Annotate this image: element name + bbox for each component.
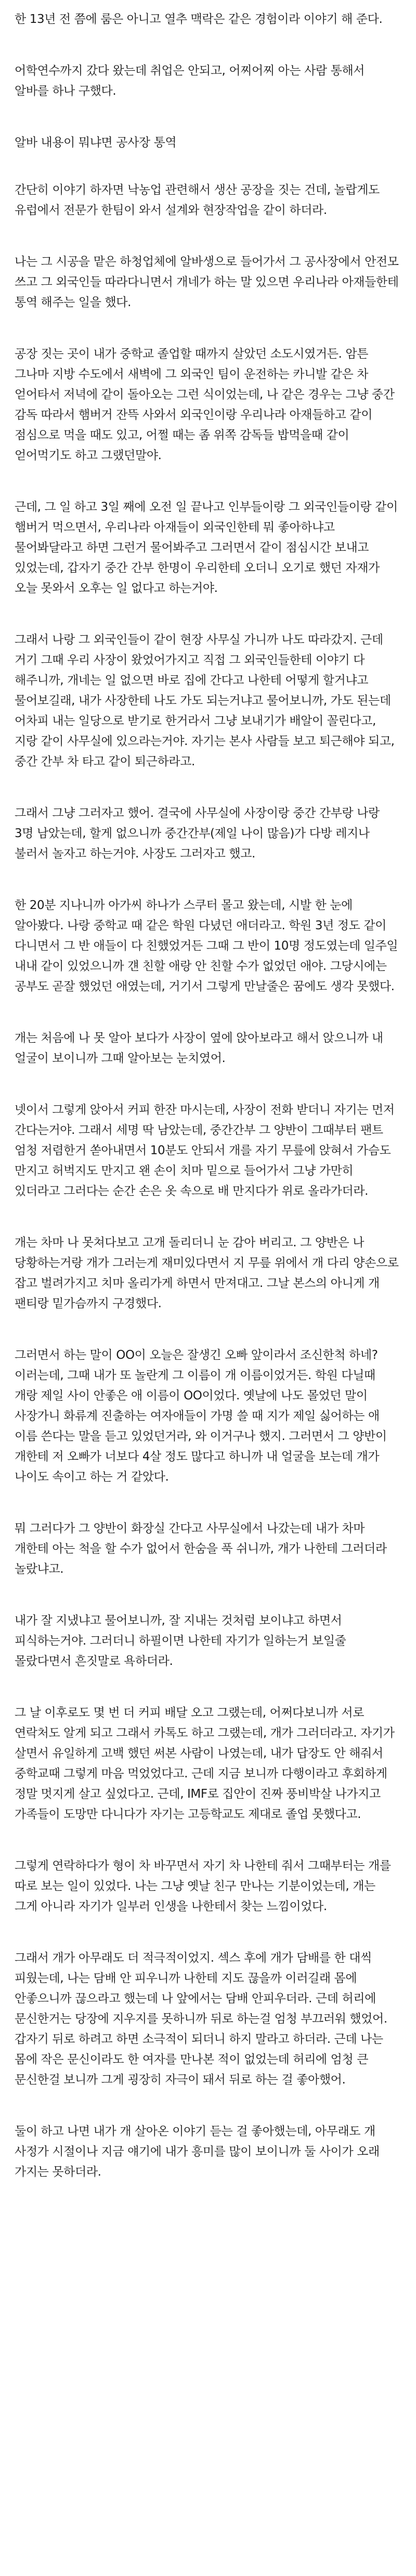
paragraph-recognition: 한 20분 지나니까 아가씨 하나가 스쿠터 몰고 왔는데, 시발 한 눈에 알아봤다. 나랑 중학교 때 같은 학원 다녔던 애더라고. 학원 3년 정도 같이 다니면서 그 반 애들이 다 친했었거든 그때 그 반이 10명 정도였는데 일주일 내내 같이 있었으니까 걘 친할 애랑 안 친할 수가 없었던 애야. 그당시에는 공부도 곧잘 했었던 애였는데, 거기서 그렇게 만날줄은 꿈에도 생각 못했다.	[15, 899, 398, 993]
paragraph-interpreting: 나는 그 시공을 맡은 하청업체에 알바생으로 들어가서 그 공사장에서 안전모 쓰고 그 외국인들 따라다니면서 개네가 하는 말 있으면 우리나라 아재들한테 통역 해주는 일을 했다.	[15, 255, 399, 309]
paragraph-third-day: 근데, 그 일 하고 3일 째에 오전 일 끝나고 인부들이랑 그 외국인들이랑 같이 햄버거 먹으면서, 우리나라 아재들이 외국인한테 뭐 좋아하냐고 물어봐달라고 하면 그런거 물어봐주고 그러면서 같이 점심시간 보내고 있었는데, 갑자기 중간 간부 한명이 우리한테 오더니 오기로 했던 자재가 오늘 못와서 오후는 일 없다고 하는거야.	[15, 500, 398, 595]
paragraph-office: 그래서 나랑 그 외국인들이 같이 현장 사무실 가니까 나도 따라갔지. 근데 거기 그때 우리 사장이 왔었어가지고 직접 그 외국인들한테 이야기 다 해주니까, 개네는 일 없으면 바로 집에 간다고 나한테 어떻게 할거냐고 물어보길래, 내가 사장한테 나도 가도 되는거냐고 물어보니까, 가도 된는데 어차피 내는 일당으로 받기로 한거라서 그냥 보내기가 배알이 꼴린다고, 지랑 같이 사무실에 있으라는거야. 자기는 본사 사람들 보고 퇴근해야 되고, 중간 간부 차 타고 같이 퇴근하라고.	[15, 633, 395, 768]
paragraph-meeting: 그렇게 연락하다가 형이 차 바꾸면서 자기 차 나한테 줘서 그때부터는 개를 따로 보는 일이 있었다. 나는 그냥 옛날 친구 만나는 기분이었는데, 개는 그게 아니라 자기가 일부러 인생을 나한테서 찾는 느낌이었다.	[15, 1859, 391, 1913]
paragraph-eyes-closed: 개는 차마 나 못쳐다보고 고개 돌리더니 눈 감아 버리고. 그 양반은 나 당황하는거랑 개가 그러는게 재미있다면서 지 무릎 위에서 개 다리 양손으로 잡고 벌려가지고 치마 올리가게 하면서 만져대고. 그날 본스의 아니게 개 팬티랑 밑가슴까지 구경했다.	[15, 1236, 399, 1310]
paragraph-alias: 그러면서 하는 말이 OO이 오늘은 잘생긴 오빠 앞이라서 조신한척 하네? 이러는데, 그때 내가 또 놀란게 그 이름이 개 이름이었거든. 학원 다닐때 개랑 제일 사이 안좋은 애 이름이 OO이었다. 옛날에 나도 몰었던 말이 사장가니 화류계 진출하는 여자애들이 가명 쓸 때 지가 제일 싫어하는 애 이름 쓴다는 말을 듣고 있었던거라, 와 이거구나 했지. 그러면서 그 양반이 개한테 저 오빠가 너보다 4살 정도 많다고 하니까 내 얼굴을 보는데 개가 나이도 속이고 하는 거 같았다.	[15, 1348, 387, 1484]
paragraph-job-search: 어학연수까지 갔다 왔는데 취업은 안되고, 어찌어찌 아는 사람 통해서 알바를 하나 구했다.	[15, 64, 365, 98]
paragraph-greeting: 내가 잘 지냈냐고 물어보니까, 잘 지내는 것처럼 보이냐고 하면서 피식하는거야. 그러더니 하필이면 나한테 자기가 일하는거 보일줄 몰랐다면서 흔짓말로 욕하더라.	[15, 1614, 346, 1668]
paragraph-daily-routine: 공장 짓는 곳이 내가 중학교 졸업할 때까지 살았던 소도시였거든. 암튼 그나마 지방 수도에서 새벽에 그 외국인 팀이 운전하는 카니발 같은 차 얻어타서 저녁에 같이 돌아오는 그런 식이었는데, 나 같은 경우는 그냥 중간 감독 따라서 햄버거 잔뜩 사와서 외국인이랑 우리나라 아재들하고 같이 점심으로 먹을 때도 있고, 어쩔 때는 좀 위쪽 감독들 밥먹을때 같이 얻어먹기도 하고 그랬던말야.	[15, 347, 395, 462]
paragraph-job-title: 알바 내용이 뭐냐면 공사장 통역	[15, 136, 177, 149]
paragraph-noticed: 개는 처음에 나 못 알아 보다가 사장이 옆에 앉아보라고 해서 앉으니까 내 얼굴이 보이니까 그때 알아보는 눈치였어.	[15, 1031, 383, 1065]
paragraph-intro: 한 13년 전 쯤에 룸은 아니고 열추 맥락은 같은 경험이라 이야기 해 준다.	[15, 12, 383, 26]
paragraph-restroom: 뭐 그러다가 그 양반이 화장실 간다고 사무실에서 나갔는데 내가 차마 개한테 아는 척을 할 수가 없어서 한숨을 푹 쉬니까, 개가 나한테 그러더라 놀랐냐고.	[15, 1522, 387, 1576]
paragraph-three-left: 그래서 그냥 그러자고 했어. 결국에 사무실에 사장이랑 중간 간부랑 나랑 3명 남았는데, 할게 없으니까 중간간부(제일 나이 많음)가 다방 레지나 불러서 놀자고 하는거야. 사장도 그러자고 했고.	[15, 806, 380, 861]
paragraph-factory: 간단히 이야기 하자면 낙농업 관련해서 생산 공장을 짓는 건데, 놀랍게도 유럽에서 전문가 한팀이 와서 설계와 현장작업을 같이 하더라.	[15, 183, 380, 217]
paragraph-contact: 그 날 이후로도 몇 번 더 커피 배달 오고 그랬는데, 어쩌다보니까 서로 연락처도 알게 되고 그래서 카톡도 하고 그랬는데, 개가 그러더라고. 자기가 살면서 유일하게 고백 했던 써본 사람이 나였는데, 내가 답장도 안 해줘서 중학교때 그렇게 마음 먹었었다고. 근데 지금 보니까 다행이라고 후회하게 정말 멋지게 살고 싶었다고. 근데, IMF로 집안이 진짜 풍비박살 나가지고 가족들이 도망만 다니다가 자기는 고등학교도 제대로 졸업 못했다고.	[15, 1706, 395, 1821]
paragraph-coffee: 넷이서 그렇게 앉아서 커피 한잔 마시는데, 사장이 전화 받더니 자기는 먼저 간다는거야. 그래서 세명 딱 남았는데, 중간간부 그 양반이 그때부터 팬트 엄청 저렴한거 쏟아내면서 10분도 안되서 개를 자기 무릎에 앉혀서 가슴도 만지고 허벅지도 만지고 왠 손이 치마 밑으로 들어가서 그냥 가만히 있더라고 그러다는 순간 손은 옷 속으로 배 만지다가 위로 올라가더라.	[15, 1103, 395, 1198]
paragraph-ending: 둘이 하고 나면 내가 개 살아온 이야기 듣는 걸 좋아했는데, 아무래도 개 사정가 시절이나 지금 얘기에 내가 흥미를 많이 보이니까 둘 사이가 오래 가지는 못하더라.	[15, 2125, 380, 2179]
paragraph-relationship: 그래서 개가 아무래도 더 적극적이었지. 섹스 후에 개가 담배를 한 대씩 피웠는데, 나는 담배 안 피우니까 나한테 지도 끊을까 이러길래 몸에 안좋으니까 끊으라고 했는데 나 앞에서는 담배 안피우더라. 근데 허리에 문신한거는 당장에 지우지를 못하니까 뒤로 하는걸 엄청 부끄러워 했었어. 갑자기 뒤로 하려고 하면 소극적이 되더니 하지 말라고 하더라. 근데 나는 몸에 작은 문신이라도 한 여자를 만나본 적이 없었는데 허리에 엄청 큰 문신한걸 보니까 그게 굉장히 자극이 돼서 뒤로 하는 걸 좋아했어.	[15, 1951, 387, 2087]
